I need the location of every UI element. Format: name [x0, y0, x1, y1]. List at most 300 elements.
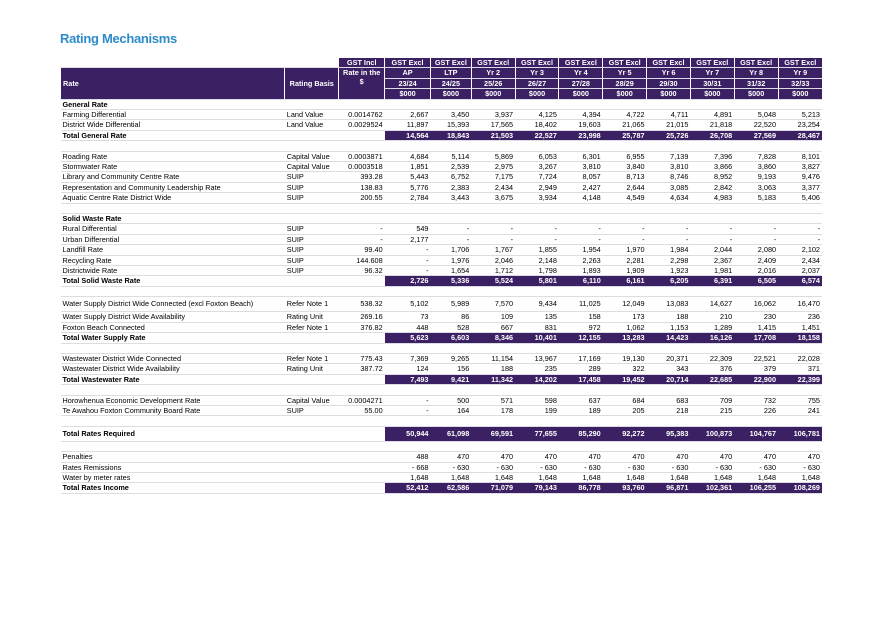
spacer-row	[61, 441, 823, 451]
row-value: 14,202	[515, 374, 559, 384]
row-value: - 630	[431, 462, 472, 472]
row-value: 1,648	[603, 472, 647, 482]
row-value: - 630	[515, 462, 559, 472]
row-value: -	[559, 234, 603, 244]
row-name: Total Rates Income	[61, 483, 285, 493]
row-value: 470	[515, 452, 559, 462]
row-value: 2,667	[385, 110, 431, 120]
row-value: 188	[647, 312, 691, 322]
row-basis: Rating Unit	[285, 312, 339, 322]
row-value: 2,383	[431, 182, 472, 192]
row-value: 2,102	[778, 245, 822, 255]
row-value: 1,648	[559, 472, 603, 482]
row-rate: 0.0004271	[339, 395, 385, 405]
row-value: 2,434	[778, 255, 822, 265]
row-value: 19,452	[603, 374, 647, 384]
row-value: 205	[603, 405, 647, 415]
row-value: 322	[603, 364, 647, 374]
row-value: 6,603	[431, 333, 472, 343]
row-value: 5,336	[431, 276, 472, 286]
row-value: 15,393	[431, 120, 472, 130]
row-name: Total Water Supply Rate	[61, 333, 285, 343]
row-value: 3,840	[603, 162, 647, 172]
row-value: 69,591	[471, 426, 515, 441]
row-value: -	[690, 234, 734, 244]
header-row-gst	[61, 58, 823, 68]
row-value: 17,565	[471, 120, 515, 130]
header-period-label: Yr 8	[734, 68, 778, 78]
row-value: 9,434	[515, 297, 559, 312]
row-basis: Capital Value	[285, 162, 339, 172]
row-value: 18,402	[515, 120, 559, 130]
row-value: 3,934	[515, 193, 559, 203]
row-value: -	[385, 255, 431, 265]
row-value: 8,057	[559, 172, 603, 182]
row-value: 2,046	[471, 255, 515, 265]
row-value: 86,778	[559, 483, 603, 493]
row-rate	[339, 333, 385, 343]
row-value: 3,267	[515, 162, 559, 172]
row-value	[471, 214, 515, 224]
row-rate: -	[339, 224, 385, 234]
row-value: 85,290	[559, 426, 603, 441]
row-value: 21,065	[603, 120, 647, 130]
row-value	[385, 99, 431, 109]
header-gst-excl: GST Excl	[603, 58, 647, 68]
row-value: 8,746	[647, 172, 691, 182]
row-value: 17,458	[559, 374, 603, 384]
row-value: -	[778, 224, 822, 234]
row-rate: -	[339, 234, 385, 244]
row-basis: Land Value	[285, 110, 339, 120]
table-row	[61, 312, 823, 322]
header-unit: $000	[431, 89, 472, 99]
row-basis	[285, 374, 339, 384]
row-value: 667	[471, 322, 515, 332]
header-period-label: AP	[385, 68, 431, 78]
row-value: 6,505	[734, 276, 778, 286]
row-value: 470	[603, 452, 647, 462]
row-value: 5,213	[778, 110, 822, 120]
row-value: 215	[690, 405, 734, 415]
header-unit: $000	[559, 89, 603, 99]
header-rate: Rate	[61, 68, 285, 99]
row-value: 470	[559, 452, 603, 462]
table-row	[61, 245, 823, 255]
row-value: 22,028	[778, 353, 822, 363]
row-value: 4,684	[385, 151, 431, 161]
header-gst-excl: GST Excl	[471, 58, 515, 68]
header-unit: $000	[778, 89, 822, 99]
row-value: 2,148	[515, 255, 559, 265]
row-value: 1,648	[734, 472, 778, 482]
row-value: 6,053	[515, 151, 559, 161]
row-value: 4,634	[647, 193, 691, 203]
row-value: 1,970	[603, 245, 647, 255]
header-year: 27/28	[559, 78, 603, 88]
row-value: 379	[734, 364, 778, 374]
row-value: 230	[734, 312, 778, 322]
row-basis: SUIP	[285, 405, 339, 415]
row-rate: 144.608	[339, 255, 385, 265]
header-year: 31/32	[734, 78, 778, 88]
row-value: 3,810	[559, 162, 603, 172]
row-rate: 55.00	[339, 405, 385, 415]
row-name: Total Wastewater Rate	[61, 374, 285, 384]
row-value: 92,272	[603, 426, 647, 441]
row-value: 14,423	[647, 333, 691, 343]
row-value: - 630	[471, 462, 515, 472]
header-gst-excl: GST Excl	[385, 58, 431, 68]
row-value: 156	[431, 364, 472, 374]
row-value: 637	[559, 395, 603, 405]
row-value: 12,155	[559, 333, 603, 343]
row-basis	[285, 333, 339, 343]
row-basis: SUIP	[285, 266, 339, 276]
row-value: 5,989	[431, 297, 472, 312]
table-row	[61, 172, 823, 182]
row-name: General Rate	[61, 99, 285, 109]
row-value	[778, 99, 822, 109]
row-value: 1,976	[431, 255, 472, 265]
row-value: 2,367	[690, 255, 734, 265]
row-value: 1,855	[515, 245, 559, 255]
table-row	[61, 472, 823, 482]
row-value: 1,648	[471, 472, 515, 482]
spacer-row	[61, 343, 823, 353]
table-row	[61, 110, 823, 120]
row-basis	[285, 462, 339, 472]
row-basis: SUIP	[285, 182, 339, 192]
row-basis: Capital Value	[285, 151, 339, 161]
row-value: 93,760	[603, 483, 647, 493]
row-value: 5,114	[431, 151, 472, 161]
row-value: - 630	[559, 462, 603, 472]
row-value: 7,369	[385, 353, 431, 363]
row-value: 571	[471, 395, 515, 405]
row-rate: 393.28	[339, 172, 385, 182]
total-row	[61, 276, 823, 286]
header-period-label: Yr 6	[647, 68, 691, 78]
row-value: 17,708	[734, 333, 778, 343]
header-period-label: Yr 9	[778, 68, 822, 78]
row-rate: 96.32	[339, 266, 385, 276]
total-row	[61, 426, 823, 441]
row-value	[690, 99, 734, 109]
table-row	[61, 353, 823, 363]
spacer-row	[61, 203, 823, 213]
row-value: 13,283	[603, 333, 647, 343]
row-value: 106,781	[778, 426, 822, 441]
row-value: 23,254	[778, 120, 822, 130]
row-value: 755	[778, 395, 822, 405]
header-gst-excl: GST Excl	[647, 58, 691, 68]
row-value: 7,396	[690, 151, 734, 161]
row-value: 164	[431, 405, 472, 415]
row-value: -	[385, 405, 431, 415]
row-value: 6,955	[603, 151, 647, 161]
row-rate	[339, 214, 385, 224]
row-rate: 269.16	[339, 312, 385, 322]
row-name: Water by meter rates	[61, 472, 285, 482]
row-value: 11,025	[559, 297, 603, 312]
row-value: 11,897	[385, 120, 431, 130]
row-name: Aquatic Centre Rate District Wide	[61, 193, 285, 203]
row-value: 709	[690, 395, 734, 405]
header-year: 28/29	[603, 78, 647, 88]
row-value: 20,714	[647, 374, 691, 384]
row-value: 1,648	[647, 472, 691, 482]
row-name: Penalties	[61, 452, 285, 462]
row-value: 2,037	[778, 266, 822, 276]
row-value: 2,298	[647, 255, 691, 265]
row-name: Urban Differential	[61, 234, 285, 244]
row-value: 18,158	[778, 333, 822, 343]
row-value: 178	[471, 405, 515, 415]
row-value: - 630	[647, 462, 691, 472]
row-value: 102,361	[690, 483, 734, 493]
row-value: 2,434	[471, 182, 515, 192]
spacer-row	[61, 416, 823, 426]
row-value: 2,080	[734, 245, 778, 255]
row-value: 3,085	[647, 182, 691, 192]
row-value: 2,975	[471, 162, 515, 172]
row-value: - 630	[778, 462, 822, 472]
row-value: 2,281	[603, 255, 647, 265]
row-name: Landfill Rate	[61, 245, 285, 255]
row-value: 7,139	[647, 151, 691, 161]
row-value: 470	[431, 452, 472, 462]
row-value: 16,470	[778, 297, 822, 312]
row-value: 21,818	[690, 120, 734, 130]
row-value: 470	[471, 452, 515, 462]
row-rate	[339, 130, 385, 140]
row-value: -	[778, 234, 822, 244]
row-value: 100,873	[690, 426, 734, 441]
row-value: 1,767	[471, 245, 515, 255]
header-gst-excl: GST Excl	[778, 58, 822, 68]
row-value: 124	[385, 364, 431, 374]
total-row	[61, 333, 823, 343]
row-value: 1,923	[647, 266, 691, 276]
row-rate: 0.0014762	[339, 110, 385, 120]
row-value: -	[647, 234, 691, 244]
row-name: Representation and Community Leadership Rate	[61, 182, 285, 192]
row-name: Horowhenua Economic Development Rate	[61, 395, 285, 405]
row-value: 109	[471, 312, 515, 322]
header-year: 32/33	[778, 78, 822, 88]
row-value: -	[603, 224, 647, 234]
row-value: 18,843	[431, 130, 472, 140]
row-name: Total Solid Waste Rate	[61, 276, 285, 286]
row-value: - 630	[603, 462, 647, 472]
row-value: 1,451	[778, 322, 822, 332]
row-value: 62,586	[431, 483, 472, 493]
spacer-row	[61, 385, 823, 395]
table-header	[61, 58, 823, 99]
row-value: 831	[515, 322, 559, 332]
row-basis	[285, 426, 339, 441]
row-value: 12,049	[603, 297, 647, 312]
row-rate: 0.0003871	[339, 151, 385, 161]
row-value: 9,421	[431, 374, 472, 384]
header-period-label: Yr 7	[690, 68, 734, 78]
row-value: 26,708	[690, 130, 734, 140]
row-value: 10,401	[515, 333, 559, 343]
row-value	[647, 99, 691, 109]
row-name: Water Supply District Wide Availability	[61, 312, 285, 322]
row-value: 8,346	[471, 333, 515, 343]
row-value: 683	[647, 395, 691, 405]
row-value: 6,110	[559, 276, 603, 286]
row-value: 14,564	[385, 130, 431, 140]
row-value: 470	[690, 452, 734, 462]
row-value: 5,406	[778, 193, 822, 203]
row-value: 2,409	[734, 255, 778, 265]
header-unit: $000	[385, 89, 431, 99]
row-value: 2,842	[690, 182, 734, 192]
row-rate	[339, 483, 385, 493]
table-row	[61, 151, 823, 161]
row-value: 3,937	[471, 110, 515, 120]
row-rate	[339, 99, 385, 109]
row-value: 1,981	[690, 266, 734, 276]
row-value: 4,891	[690, 110, 734, 120]
row-value: 218	[647, 405, 691, 415]
row-value: 158	[559, 312, 603, 322]
row-value: -	[515, 234, 559, 244]
row-value: 7,175	[471, 172, 515, 182]
header-year: 26/27	[515, 78, 559, 88]
row-value: -	[559, 224, 603, 234]
header-year: 23/24	[385, 78, 431, 88]
row-name: Wastewater District Wide Connected	[61, 353, 285, 363]
row-value: 22,520	[734, 120, 778, 130]
row-value	[471, 99, 515, 109]
rating-table	[60, 58, 822, 494]
row-value: 22,685	[690, 374, 734, 384]
table-row	[61, 266, 823, 276]
row-basis: Refer Note 1	[285, 297, 339, 312]
header-year: 24/25	[431, 78, 472, 88]
row-value: 1,654	[431, 266, 472, 276]
row-value: 135	[515, 312, 559, 322]
header-year: 29/30	[647, 78, 691, 88]
row-value: 1,648	[778, 472, 822, 482]
row-value: 86	[431, 312, 472, 322]
row-basis	[285, 214, 339, 224]
row-rate: 138.83	[339, 182, 385, 192]
row-value: 4,148	[559, 193, 603, 203]
table-row	[61, 162, 823, 172]
row-value: 4,722	[603, 110, 647, 120]
table-row	[61, 452, 823, 462]
header-rate-in-dollar: Rate in the $	[339, 68, 385, 99]
row-basis: SUIP	[285, 245, 339, 255]
row-value: 1,893	[559, 266, 603, 276]
row-value: 108,269	[778, 483, 822, 493]
header-period-label: Yr 5	[603, 68, 647, 78]
row-value: 52,412	[385, 483, 431, 493]
row-value: 61,098	[431, 426, 472, 441]
row-value: 1,415	[734, 322, 778, 332]
row-value: 173	[603, 312, 647, 322]
row-value: -	[471, 234, 515, 244]
row-value: -	[690, 224, 734, 234]
row-value	[559, 99, 603, 109]
row-value: 6,205	[647, 276, 691, 286]
row-value	[559, 214, 603, 224]
row-rate	[339, 462, 385, 472]
row-value: 5,443	[385, 172, 431, 182]
row-rate: 0.0003518	[339, 162, 385, 172]
row-value: 376	[690, 364, 734, 374]
row-value: 20,371	[647, 353, 691, 363]
row-value: 188	[471, 364, 515, 374]
row-value: 2,784	[385, 193, 431, 203]
row-value: 95,383	[647, 426, 691, 441]
row-value: 1,153	[647, 322, 691, 332]
spacer-row	[61, 141, 823, 151]
row-value: 73	[385, 312, 431, 322]
row-value: 235	[515, 364, 559, 374]
total-row	[61, 130, 823, 140]
row-value: 5,524	[471, 276, 515, 286]
table-row	[61, 405, 823, 415]
row-value: 528	[431, 322, 472, 332]
row-name: District Wide Differential	[61, 120, 285, 130]
row-value: 3,063	[734, 182, 778, 192]
row-value: 3,860	[734, 162, 778, 172]
row-value: 241	[778, 405, 822, 415]
header-gst-excl: GST Excl	[734, 58, 778, 68]
row-basis: Refer Note 1	[285, 322, 339, 332]
row-value: 7,570	[471, 297, 515, 312]
row-value	[734, 214, 778, 224]
row-value: 1,798	[515, 266, 559, 276]
row-value: 2,044	[690, 245, 734, 255]
row-value: 1,712	[471, 266, 515, 276]
section-heading-row	[61, 214, 823, 224]
row-value: 2,177	[385, 234, 431, 244]
row-value: 22,521	[734, 353, 778, 363]
row-value: 1,954	[559, 245, 603, 255]
header-year: 25/26	[471, 78, 515, 88]
row-value: 289	[559, 364, 603, 374]
table-row	[61, 255, 823, 265]
row-value: -	[431, 224, 472, 234]
header-period-label: Yr 2	[471, 68, 515, 78]
row-value	[603, 214, 647, 224]
row-value: 5,183	[734, 193, 778, 203]
row-value: 343	[647, 364, 691, 374]
header-unit: $000	[734, 89, 778, 99]
row-basis: SUIP	[285, 255, 339, 265]
row-value	[647, 214, 691, 224]
row-value: -	[385, 266, 431, 276]
row-value: 8,952	[690, 172, 734, 182]
row-value: 104,767	[734, 426, 778, 441]
row-value: 2,263	[559, 255, 603, 265]
row-name: Rates Remissions	[61, 462, 285, 472]
row-rate	[339, 426, 385, 441]
row-value: 8,713	[603, 172, 647, 182]
row-value: 448	[385, 322, 431, 332]
row-value: 598	[515, 395, 559, 405]
row-name: Total Rates Required	[61, 426, 285, 441]
row-value: 470	[734, 452, 778, 462]
row-value: 470	[778, 452, 822, 462]
